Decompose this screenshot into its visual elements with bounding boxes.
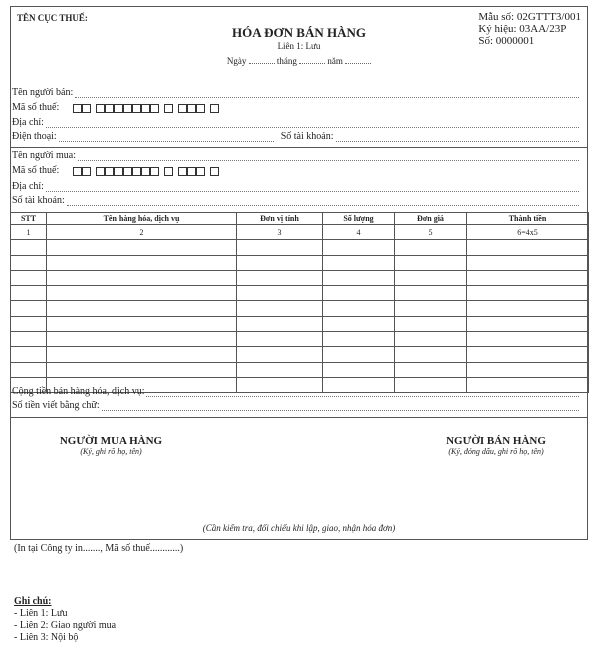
seller-buyer-divider xyxy=(11,147,587,148)
totals-divider xyxy=(11,417,587,418)
invoice-title: HÓA ĐƠN BÁN HÀNG xyxy=(232,25,366,40)
seller-phone-row xyxy=(11,131,579,142)
total-field[interactable] xyxy=(146,387,579,397)
note-item: - Liên 3: Nội bộ xyxy=(14,632,79,643)
notes-title: Ghi chú: xyxy=(14,596,52,607)
seller-signature-title: NGƯỜI BÁN HÀNG xyxy=(446,435,546,447)
date-line xyxy=(11,55,587,66)
col-header: Đơn vị tính xyxy=(237,213,323,225)
date-year-field[interactable] xyxy=(345,55,371,64)
index-cell: 5 xyxy=(395,225,467,240)
table-cell[interactable] xyxy=(11,270,47,285)
col-header: Tên hàng hóa, dịch vụ xyxy=(47,213,237,225)
table-cell[interactable] xyxy=(47,316,237,331)
date-day-label: Ngày xyxy=(226,56,247,66)
table-cell[interactable] xyxy=(467,332,589,347)
check-footnote: (Cần kiểm tra, đối chiếu khi lập, giao, nhận hóa đơn) xyxy=(202,523,396,533)
buyer-name-field[interactable] xyxy=(78,151,579,161)
table-cell[interactable] xyxy=(323,316,395,331)
buyer-name-label: Tên người mua: xyxy=(12,150,77,161)
table-cell[interactable] xyxy=(467,301,589,316)
buyer-account-field[interactable] xyxy=(67,196,579,206)
items-table xyxy=(10,212,589,393)
table-cell[interactable] xyxy=(467,255,589,270)
table-cell[interactable] xyxy=(237,270,323,285)
table-cell[interactable] xyxy=(47,286,237,301)
words-label: Số tiền viết bằng chữ: xyxy=(12,400,100,411)
buyer-account-label: Số tài khoản: xyxy=(12,195,65,206)
table-cell[interactable] xyxy=(11,301,47,316)
table-cell[interactable] xyxy=(467,240,589,255)
table-cell[interactable] xyxy=(467,347,589,362)
buyer-signature-title: NGƯỜI MUA HÀNG xyxy=(59,435,163,447)
seller-tax-row xyxy=(11,102,219,113)
buyer-tax-label: Mã số thuế: xyxy=(12,165,60,176)
table-row xyxy=(11,332,589,347)
note-item: - Liên 1: Lưu xyxy=(14,608,68,619)
table-cell[interactable] xyxy=(395,362,467,377)
table-cell[interactable] xyxy=(237,240,323,255)
table-row xyxy=(11,240,589,255)
table-cell[interactable] xyxy=(237,255,323,270)
table-header-row xyxy=(11,213,589,225)
table-cell[interactable] xyxy=(323,255,395,270)
table-index-row xyxy=(11,225,589,240)
table-row xyxy=(11,286,589,301)
form-number: Mẫu số: 02GTTT3/001 xyxy=(478,11,581,23)
buyer-address-label: Địa chỉ: xyxy=(12,181,44,192)
buyer-signature xyxy=(31,435,191,456)
table-cell[interactable] xyxy=(395,255,467,270)
table-cell[interactable] xyxy=(47,347,237,362)
seller-signature xyxy=(411,435,581,456)
notes xyxy=(14,596,116,644)
date-day-field[interactable] xyxy=(249,55,275,64)
table-cell[interactable] xyxy=(395,270,467,285)
seller-name-row xyxy=(11,87,579,98)
seller-tax-label: Mã số thuế: xyxy=(12,102,60,113)
table-row xyxy=(11,255,589,270)
index-cell: 2 xyxy=(47,225,237,240)
table-cell[interactable] xyxy=(323,362,395,377)
seller-address-field[interactable] xyxy=(46,118,579,128)
seller-phone-label: Điện thoại: xyxy=(12,131,57,142)
table-cell[interactable] xyxy=(11,362,47,377)
table-cell[interactable] xyxy=(323,286,395,301)
date-month-field[interactable] xyxy=(299,55,325,64)
table-cell[interactable] xyxy=(395,316,467,331)
seller-tax-boxes[interactable] xyxy=(73,104,219,113)
index-cell: 1 xyxy=(11,225,47,240)
table-cell[interactable] xyxy=(395,347,467,362)
buyer-address-row xyxy=(11,181,579,192)
buyer-tax-row xyxy=(11,165,219,176)
seller-name-field[interactable] xyxy=(75,88,579,98)
invoice-symbol: Ký hiệu: 03AA/23P xyxy=(478,23,567,35)
index-cell: 4 xyxy=(323,225,395,240)
table-cell[interactable] xyxy=(395,301,467,316)
table-cell[interactable] xyxy=(323,240,395,255)
seller-phone-field[interactable] xyxy=(59,132,274,142)
seller-name-label: Tên người bán: xyxy=(12,87,74,98)
buyer-tax-boxes[interactable] xyxy=(73,167,219,176)
words-field[interactable] xyxy=(102,401,579,411)
table-cell[interactable] xyxy=(467,286,589,301)
table-cell[interactable] xyxy=(467,316,589,331)
note-item: - Liên 2: Giao người mua xyxy=(14,620,117,631)
seller-address-row xyxy=(11,117,579,128)
table-cell[interactable] xyxy=(11,255,47,270)
col-header: Số lượng xyxy=(323,213,395,225)
table-cell[interactable] xyxy=(237,362,323,377)
table-cell[interactable] xyxy=(47,362,237,377)
table-cell[interactable] xyxy=(323,270,395,285)
seller-account-field[interactable] xyxy=(336,132,580,142)
table-cell[interactable] xyxy=(11,240,47,255)
buyer-address-field[interactable] xyxy=(46,182,579,192)
tax-department-label: TÊN CỤC THUẾ: xyxy=(17,13,88,23)
table-cell[interactable] xyxy=(237,286,323,301)
table-row xyxy=(11,316,589,331)
buyer-signature-note: (Ký, ghi rõ họ, tên) xyxy=(80,447,142,456)
table-cell[interactable] xyxy=(467,270,589,285)
table-cell[interactable] xyxy=(323,332,395,347)
table-cell[interactable] xyxy=(237,332,323,347)
table-cell[interactable] xyxy=(11,347,47,362)
index-cell: 3 xyxy=(237,225,323,240)
table-cell[interactable] xyxy=(237,301,323,316)
table-row xyxy=(11,347,589,362)
table-cell[interactable] xyxy=(323,347,395,362)
date-year-label: năm xyxy=(327,56,343,66)
table-cell[interactable] xyxy=(11,332,47,347)
table-cell[interactable] xyxy=(395,240,467,255)
table-cell[interactable] xyxy=(47,270,237,285)
table-cell[interactable] xyxy=(47,332,237,347)
table-row xyxy=(11,362,589,377)
date-month-label: tháng xyxy=(276,56,297,66)
buyer-account-row xyxy=(11,195,579,206)
col-header: Đơn giá xyxy=(395,213,467,225)
table-cell[interactable] xyxy=(11,316,47,331)
words-row xyxy=(11,400,579,411)
seller-address-label: Địa chỉ: xyxy=(12,117,44,128)
table-cell[interactable] xyxy=(237,347,323,362)
table-row xyxy=(11,270,589,285)
invoice-form xyxy=(10,6,588,540)
table-cell[interactable] xyxy=(395,286,467,301)
total-label: Cộng tiền bán hàng hóa, dịch vụ: xyxy=(12,386,145,397)
index-cell: 6=4x5 xyxy=(467,225,589,240)
table-cell[interactable] xyxy=(11,286,47,301)
table-cell[interactable] xyxy=(47,240,237,255)
table-cell[interactable] xyxy=(47,301,237,316)
table-cell[interactable] xyxy=(467,362,589,377)
seller-signature-note: (Ký, đóng dấu, ghi rõ họ, tên) xyxy=(448,447,544,456)
table-cell[interactable] xyxy=(47,255,237,270)
table-cell[interactable] xyxy=(395,332,467,347)
invoice-number: Số: 0000001 xyxy=(478,35,535,47)
col-header: STT xyxy=(11,213,47,225)
copy-label: Liên 1: Lưu xyxy=(277,41,321,51)
table-row xyxy=(11,301,589,316)
table-cell[interactable] xyxy=(237,316,323,331)
seller-account-label: Số tài khoản: xyxy=(280,131,334,142)
col-header: Thành tiền xyxy=(467,213,589,225)
table-cell[interactable] xyxy=(323,301,395,316)
buyer-name-row xyxy=(11,150,579,161)
printer-line: (In tại Công ty in......., Mã số thuế............) xyxy=(14,543,184,554)
total-row xyxy=(11,386,579,397)
